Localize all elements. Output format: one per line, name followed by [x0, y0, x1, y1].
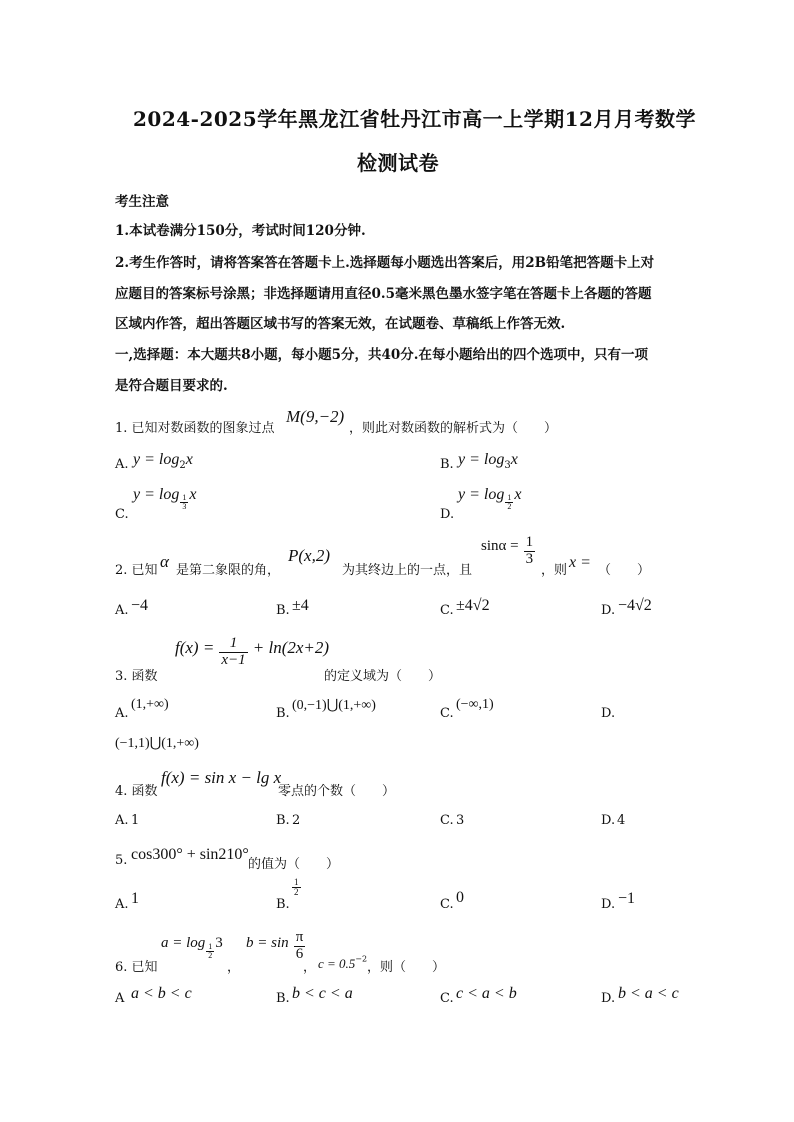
q1-option-c: y = log $\frac{1}{3}$ x [133, 486, 197, 511]
q1-option-d: y = log $\frac{1}{2}$ x [458, 486, 522, 511]
q3-option-d: (−1,1)⋃(1,+∞) [115, 736, 199, 751]
q1-option-a: $y = \log_2x$ [133, 451, 193, 471]
section-heading-line-2: 是符合题目要求的. [115, 378, 228, 394]
q2-sin-condition: sinα = $\frac{1}{3}$ [481, 534, 534, 567]
q6-option-c: c < a < b [456, 985, 517, 1002]
q2-alpha: α [160, 552, 169, 571]
section-heading-line-1: 一,选择题：本大题共8小题，每小题5分，共40分.在每小题给出的四个选项中，只有一项 [115, 347, 648, 363]
q5-label-b: B. [276, 897, 290, 912]
q6-comma-2: ， [303, 960, 317, 975]
q5-expression: cos300° + sin210° [131, 846, 249, 863]
q3-label-b: B. [276, 706, 290, 721]
q2-stem-mid: 是第二象限的角， [176, 563, 281, 578]
q4-label-c: C. [440, 813, 454, 828]
notice-item-2-line-1: 2.考生作答时，请将答案答在答题卡上.选择题每小题选出答案后，用2B铅笔把答题卡上对 [115, 255, 655, 271]
q1-stem-prefix: 1. 已知对数函数的图象过点 [115, 421, 275, 436]
q5-label-d: D. [601, 897, 616, 912]
q6-label-a: A [115, 991, 125, 1006]
q1-label-a: A. [115, 457, 129, 472]
q6-label-c: C. [440, 991, 454, 1006]
q2-stem-mid2: 为其终边上的一点，且 [342, 563, 473, 578]
q2-stem-prefix: 2. 已知 [115, 563, 158, 578]
q5-label-c: C. [440, 897, 454, 912]
q4-option-c: 3 [456, 813, 465, 828]
q6-stem-suffix: ，则（ ） [367, 960, 446, 975]
q3-option-a: (1,+∞) [131, 697, 169, 712]
q6-option-a: a < b < c [131, 985, 192, 1002]
q6-option-b: b < c < a [292, 985, 353, 1002]
q4-label-d: D. [601, 813, 616, 828]
q5-number: 5. [115, 853, 128, 868]
q5-option-b: $\frac{1}{2}$ [294, 876, 299, 897]
q3-label-d: D. [601, 706, 616, 721]
q6-c-definition: $c = 0.5^{-2}$ [318, 954, 368, 971]
q2-label-b: B. [276, 603, 290, 618]
notice-heading: 考生注意 [115, 194, 169, 210]
q2-label-c: C. [440, 603, 454, 618]
q6-a-definition: a = log $\frac{1}{2}$ 3 [161, 935, 223, 960]
q2-x-equals: x = [569, 554, 591, 571]
q3-function: f(x) = $\frac{1}{x-1}$ + ln(2x+2) [175, 635, 330, 668]
q4-function: f(x) = sin x − lg x [161, 768, 282, 787]
q2-paren: （ ） [598, 563, 651, 578]
page-title-line-2: 检测试卷 [357, 151, 439, 175]
q1-label-c: C. [115, 507, 129, 522]
q5-label-a: A. [115, 897, 129, 912]
q2-option-a: −4 [131, 597, 149, 614]
q6-stem-prefix: 6. 已知 [115, 960, 158, 975]
q1-option-b: $y = \log_3x$ [458, 451, 518, 471]
q6-option-d: b < a < c [618, 985, 679, 1002]
q4-option-b: 2 [292, 813, 301, 828]
q2-option-b: ±4 [292, 597, 309, 614]
q3-stem-suffix: 的定义域为（ ） [324, 669, 442, 684]
q4-label-b: B. [276, 813, 290, 828]
q3-label-c: C. [440, 706, 454, 721]
q3-option-c: (−∞,1) [456, 697, 494, 712]
q1-label-b: B. [440, 457, 454, 472]
q6-label-d: D. [601, 991, 616, 1006]
q2-label-d: D. [601, 603, 616, 618]
q1-stem-suffix: ，则此对数函数的解析式为（ ） [349, 421, 558, 436]
q6-b-definition: b = sin $\frac{\pi}{6}$ [246, 929, 304, 962]
q5-option-c: 0 [456, 889, 464, 906]
q4-stem-suffix: 零点的个数（ ） [278, 784, 396, 799]
q2-option-c: ±4√2 [456, 597, 490, 614]
q4-option-d: 4 [617, 813, 626, 828]
q3-option-b: (0,−1)⋃(1,+∞) [292, 698, 376, 713]
q2-stem-suffix: ，则 [541, 563, 568, 578]
q6-comma-1: ， [227, 960, 241, 975]
q5-option-a: 1 [131, 890, 139, 907]
q4-option-a: 1 [131, 813, 140, 828]
q4-label-a: A. [115, 813, 129, 828]
notice-item-2-line-3: 区域内作答，超出答题区域书写的答案无效，在试题卷、草稿纸上作答无效. [115, 316, 566, 332]
q5-stem-suffix: 的值为（ ） [248, 857, 340, 872]
q2-point: P(x,2) [288, 546, 331, 565]
notice-item-1: 1.本试卷满分150分，考试时间120分钟. [115, 223, 366, 239]
q2-label-a: A. [115, 603, 129, 618]
q4-stem-prefix: 4. 函数 [115, 784, 158, 799]
page-title-line-1: 2024-2025学年黑龙江省牡丹江市高一上学期12月月考数学 [133, 107, 696, 131]
q3-stem-prefix: 3. 函数 [115, 669, 158, 684]
q1-point: M(9,−2) [286, 407, 345, 426]
q1-label-d: D. [440, 507, 455, 522]
q6-label-b: B. [276, 991, 290, 1006]
q2-option-d: −4√2 [618, 597, 652, 614]
q3-label-a: A. [115, 706, 129, 721]
q5-option-d: −1 [618, 890, 636, 907]
notice-item-2-line-2: 应题目的答案标号涂黑；非选择题请用直径0.5毫米黑色墨水签字笔在答题卡上各题的答题 [115, 286, 652, 302]
